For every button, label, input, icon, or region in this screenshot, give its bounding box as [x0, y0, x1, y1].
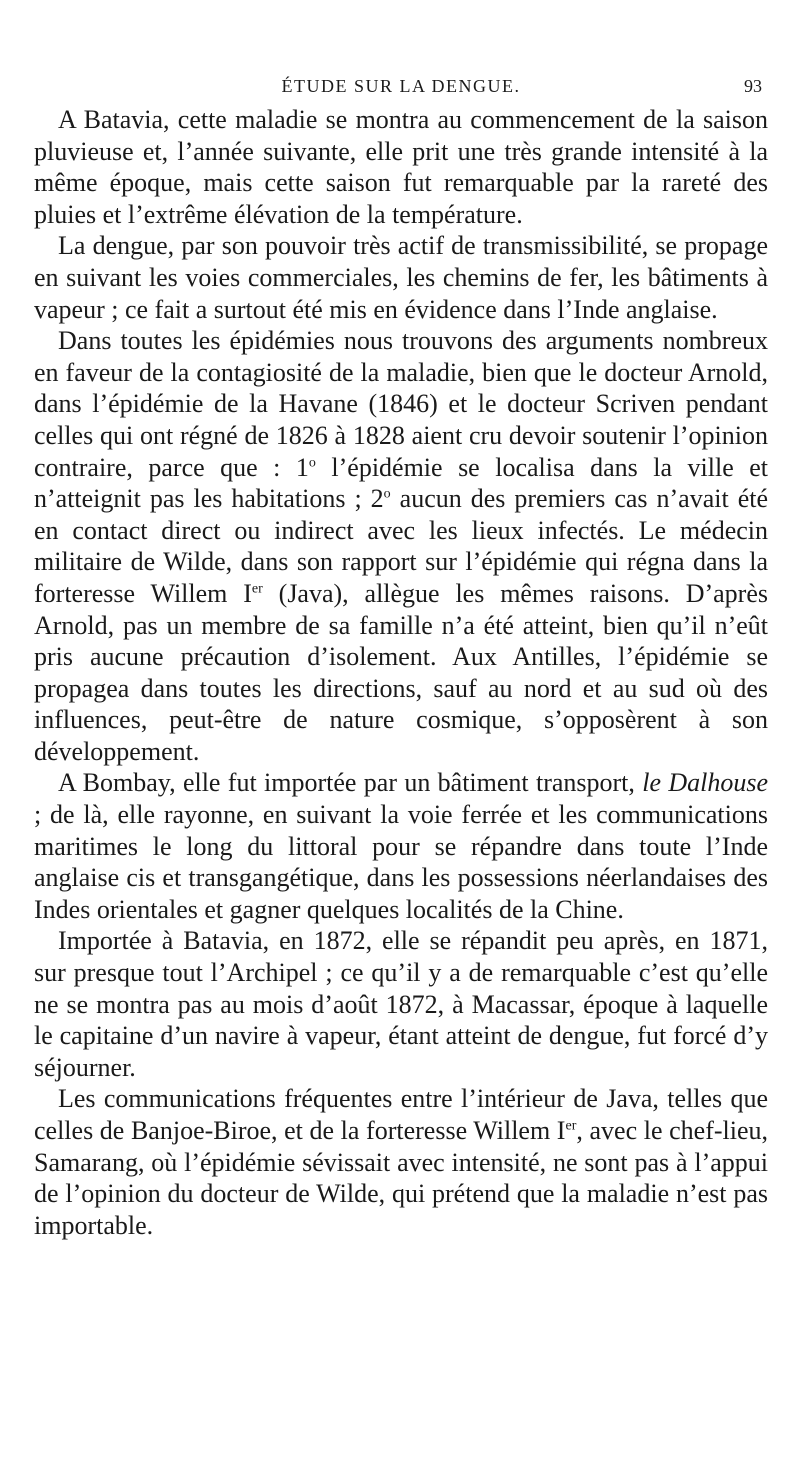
paragraph-transmissibility — [34, 230, 768, 325]
paragraph-contagiosity — [34, 325, 768, 767]
paragraph-batavia-season — [34, 104, 768, 230]
paragraph-text-part: ; de là, elle rayonne, en suivant la voie ferrée et les communications maritimes le long du littoral pour se répandre dans toute l’Inde anglaise cis et transgangétique, dans les possessions néerlandaises des Indes orientales et gagner quelques localités de la Chine. — [34, 800, 768, 924]
paragraph-text: Importée à Batavia, en 1872, elle se répandit peu après, en 1871, sur presque tout l’Archipel ; ce qu’il y a de remarquable c’est qu’elle ne se montra pas au mois d’août 1872, à Macassar, époque à laquelle le capitaine d’un navire à vapeur, étant atteint de dengue, fut forcé d’y séjourner. — [34, 926, 768, 1082]
ship-name: le Dalhouse — [642, 768, 769, 798]
paragraph-text-part: A Bombay, elle fut importée par un bâtiment transport, — [58, 768, 643, 798]
superscript: er — [565, 1118, 577, 1134]
superscript: o — [308, 454, 316, 470]
paragraph-batavia-import — [34, 925, 768, 1083]
superscript: o — [383, 486, 391, 502]
paragraph-java-communications — [34, 1083, 768, 1241]
page-header — [34, 72, 768, 98]
paragraph-text-part: Les communications fréquentes entre l’intérieur de Java, telles que celles de Banjoe-Biroe, et de la forteresse Willem I — [34, 1084, 768, 1145]
paragraph-bombay — [34, 767, 768, 925]
paragraph-text: La dengue, par son pouvoir très actif de transmissibilité, se propage en suivant les voies commerciales, les chemins de fer, les bâtiments à vapeur ; ce fait a surtout été mis en évidence dans l’Inde anglaise. — [34, 231, 768, 324]
superscript: er — [251, 581, 263, 597]
paragraph-text-part: , avec le chef-lieu, Samarang, où l’épidémie sévissait avec intensité, ne sont pas à l’appui de l’opinion du docteur de Wilde, qui prétend que la maladie n’est pas importable. — [34, 1116, 768, 1240]
paragraph-text-part: aucun des premiers cas n’avait été en contact direct ou indirect avec les lieux infectés. Le médecin militaire de Wilde, dans son rapport sur l’épidémie qui régna dans la forteresse Willem I — [34, 484, 768, 608]
paragraph-text-part: Dans toutes les épidémies nous trouvons des arguments nombreux en faveur de la contagiosité de la maladie, bien que le docteur Arnold, dans l’épidémie de la Havane (1846) et le docteur Scriven pendant celles qui ont régné de 1826 à 1828 aient cru devoir soutenir l’opinion contraire, parce que : 1 — [34, 326, 768, 482]
page-number: 93 — [744, 76, 762, 96]
book-page — [34, 72, 768, 1241]
running-title: ÉTUDE SUR LA DENGUE. — [281, 76, 521, 96]
paragraph-text: A Batavia, cette maladie se montra au commencement de la saison pluvieuse et, l’année suivante, elle prit une très grande intensité à la même époque, mais cette saison fut remarquable par la rareté des pluies et l’extrême élévation de la température. — [34, 105, 768, 229]
paragraph-text-part: (Java), allègue les mêmes raisons. D’après Arnold, pas un membre de sa famille n’a été atteint, bien qu’il n’eût pris aucune précaution d’isolement. Aux Antilles, l’épidémie se propagea dans toutes les directions, sauf au nord et au sud où des influences, peut-être de nature cosmique, s’opposèrent à son développement. — [34, 578, 768, 766]
paragraph-text-part: l’épidémie se localisa dans la ville et n’atteignit pas les habitations ; 2 — [34, 452, 768, 514]
